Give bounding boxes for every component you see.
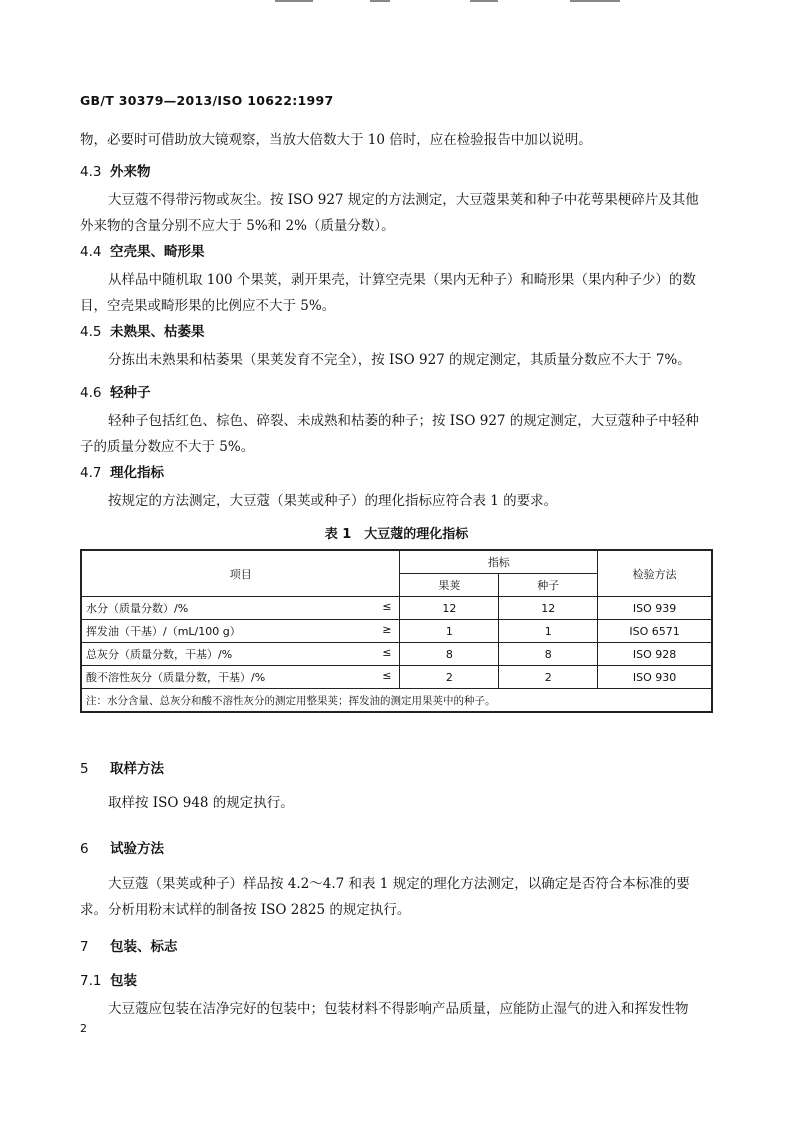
header-method: 检验方法: [598, 550, 712, 597]
section-heading: [80, 969, 137, 989]
section-title: 外来物: [110, 164, 151, 180]
table-row: [81, 597, 712, 620]
table-note: 注：水分含量、总灰分和酸不溶性灰分的测定用整果荚；挥发油的测定用果荚中的种子。: [81, 689, 712, 713]
table-caption: 表 1 大豆蔻的理化指标: [324, 527, 469, 542]
row-pod-value: 12: [400, 597, 499, 620]
row-operator: ≤: [382, 669, 392, 682]
section-heading: [80, 320, 205, 340]
section-body: 大豆蔻应包装在洁净完好的包装中；包装材料不得影响产品质量，应能防止湿气的进入和挥发性物: [108, 1001, 689, 1017]
section-title: 包装: [110, 973, 137, 989]
scan-mark: [275, 0, 313, 2]
row-pod-value: 8: [400, 643, 499, 666]
row-operator: ≤: [382, 600, 392, 613]
section-title: 包装、标志: [110, 939, 178, 955]
section-heading: [80, 381, 151, 401]
section-number: 7: [80, 939, 89, 955]
row-item: 总灰分（质量分数，干基）/%: [86, 648, 233, 661]
section-number: 4.5: [80, 324, 102, 340]
spec-table: [80, 549, 713, 713]
table-row: [81, 620, 712, 643]
table-row: [81, 666, 712, 689]
section-body: 轻种子包括红色、棕色、碎裂、未成熟和枯萎的种子；按 ISO 927 的规定测定，大豆蔻种子中轻种子的质量分数应不大于 5%。: [80, 413, 699, 455]
header-pod: 果荚: [400, 574, 499, 597]
section-heading: [80, 757, 164, 777]
header-item: 项目: [81, 550, 400, 597]
section-title: 取样方法: [110, 761, 164, 777]
section-title: 试验方法: [110, 841, 164, 857]
header-seed: 种子: [499, 574, 598, 597]
row-seed-value: 8: [499, 643, 598, 666]
table-row: [81, 643, 712, 666]
row-pod-value: 2: [400, 666, 499, 689]
row-item: 挥发油（干基）/（mL/100 g）: [86, 625, 241, 638]
continuation-text: 物，必要时可借助放大镜观察，当放大倍数大于 10 倍时，应在检验报告中加以说明。: [80, 132, 592, 148]
section-title: 轻种子: [110, 385, 151, 401]
standard-code: GB/T 30379—2013/ISO 10622:1997: [80, 93, 334, 108]
section-body: 从样品中随机取 100 个果荚，剥开果壳，计算空壳果（果内无种子）和畸形果（果内种子少）的数目，空壳果或畸形果的比例应不大于 5%。: [80, 272, 696, 314]
section-number: 7.1: [80, 973, 102, 989]
section-heading: [80, 461, 164, 481]
section-heading: [80, 837, 164, 857]
section-heading: [80, 240, 205, 260]
scan-mark: [470, 0, 498, 2]
section-number: 6: [80, 841, 89, 857]
row-seed-value: 12: [499, 597, 598, 620]
row-item: 水分（质量分数）/%: [86, 602, 189, 615]
section-body: 大豆蔻不得带污物或灰尘。按 ISO 927 规定的方法测定，大豆蔻果荚和种子中花萼果梗碎片及其他外来物的含量分别不应大于 5%和 2%（质量分数）。: [80, 192, 699, 234]
section-number: 4.6: [80, 385, 102, 401]
section-title: 未熟果、枯萎果: [110, 324, 205, 340]
row-method: ISO 6571: [598, 620, 712, 643]
section-heading: [80, 935, 178, 955]
section-body: 分拣出未熟果和枯萎果（果荚发育不完全），按 ISO 927 的规定测定，其质量分数应不大于 7%。: [108, 352, 691, 368]
section-body: 分析用粉末试样的制备按 ISO 2825 的规定执行。: [108, 902, 411, 918]
row-seed-value: 2: [499, 666, 598, 689]
section-body: 取样按 ISO 948 的规定执行。: [108, 795, 294, 811]
section-number: 4.3: [80, 164, 102, 180]
section-body: 按规定的方法测定，大豆蔻（果荚或种子）的理化指标应符合表 1 的要求。: [108, 493, 558, 509]
row-pod-value: 1: [400, 620, 499, 643]
section-number: 5: [80, 761, 89, 777]
section-heading: [80, 160, 151, 180]
row-method: ISO 939: [598, 597, 712, 620]
row-operator: ≤: [382, 646, 392, 659]
row-item: 酸不溶性灰分（质量分数，干基）/%: [86, 671, 266, 684]
scan-mark: [570, 0, 620, 2]
row-method: ISO 928: [598, 643, 712, 666]
section-body: 大豆蔻（果荚或种子）样品按 4.2～4.7 和表 1 规定的理化方法测定，以确定是否符合本标准的要求。: [80, 876, 690, 918]
scan-mark: [370, 0, 390, 2]
row-method: ISO 930: [598, 666, 712, 689]
section-title: 空壳果、畸形果: [110, 244, 205, 260]
section-number: 4.4: [80, 244, 102, 260]
header-indicator: 指标: [400, 550, 598, 574]
section-number: 4.7: [80, 465, 102, 481]
page-number: 2: [80, 1022, 87, 1035]
section-title: 理化指标: [110, 465, 164, 481]
row-seed-value: 1: [499, 620, 598, 643]
row-operator: ≥: [382, 623, 392, 636]
